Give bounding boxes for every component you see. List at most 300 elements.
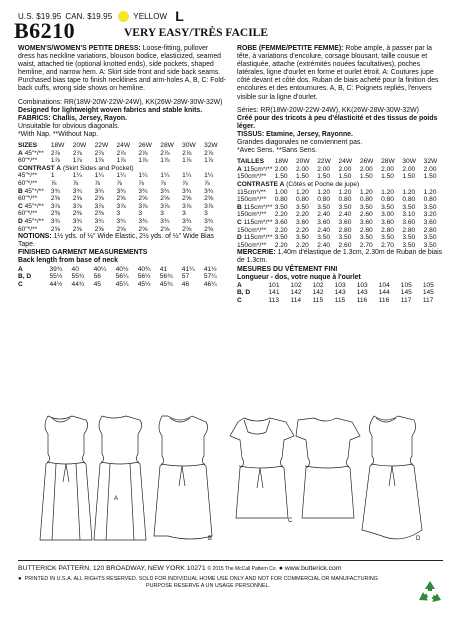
table-cell: 3¾ xyxy=(72,187,82,195)
table-cell: 45½ xyxy=(137,280,151,288)
view-letter: D xyxy=(18,217,23,225)
table-cell: 2⅞ xyxy=(160,149,170,157)
row-label xyxy=(237,297,269,305)
table-cell: 2⅞ xyxy=(204,149,214,157)
table-cell: 1.50 xyxy=(423,173,437,181)
table-cell: 142 xyxy=(290,289,302,297)
row-label xyxy=(237,158,275,166)
table-cell: 28W xyxy=(381,158,395,166)
table-cell: 41 xyxy=(159,265,168,273)
table-cell: 46¼ xyxy=(203,280,217,288)
intro-paragraph xyxy=(18,45,226,94)
table-cell: 105 xyxy=(400,281,412,289)
fabric-width: 60"*/** xyxy=(18,157,38,165)
table-cell: 1.20 xyxy=(402,188,416,196)
row-label xyxy=(18,266,50,274)
french-column xyxy=(237,45,445,305)
fabric-width: 115cm*/** xyxy=(241,203,273,211)
fabric-width: 115cm*/** xyxy=(241,218,273,226)
section-title: CONTRASTE A xyxy=(237,181,285,188)
company-address: BUTTERICK PATTERN, 120 BROADWAY, NEW YORK 10271 xyxy=(18,565,206,572)
row-label xyxy=(18,157,51,165)
fabric-width: 45"*/** xyxy=(18,172,38,180)
table-cell: 2⅝ xyxy=(72,195,82,203)
table-row xyxy=(237,204,445,212)
intro-text: Robe ample, à passer par la tête, à variations d'encolure, corsage blousant, taille cousue et élastiquée, attache (extrémités nouées facultatives), poches latérales, ligne d'ourlet en forme et ourlet étroit. A: Coutures jupe côté devant et côté dos. Ruban de biais acheté pour la finition des encolures et des entournures. A, B, C: Poignets repliés, l'envers visible sur la ligne d'ourlet. xyxy=(237,45,439,101)
intro-paragraph xyxy=(237,45,445,102)
contrast-header-row xyxy=(237,181,445,189)
table-cell: 3.50 xyxy=(423,241,437,249)
fabric-width: 150cm*/** xyxy=(237,196,267,204)
fabric-width: 150cm*/** xyxy=(237,173,267,181)
table-cell: ⅞ xyxy=(182,180,188,187)
view-d-label: D xyxy=(416,536,421,542)
table-cell: 117 xyxy=(422,296,434,304)
table-cell: 2.00 xyxy=(317,165,331,173)
table-cell: 3 xyxy=(182,210,186,218)
table-cell: 114 xyxy=(290,296,302,304)
table-cell: 3.50 xyxy=(338,234,352,242)
table-row xyxy=(237,189,445,197)
footer-divider xyxy=(18,560,443,561)
table-cell: 44¾ xyxy=(71,280,85,288)
table-cell: 2.00 xyxy=(274,165,288,173)
table-cell: 3¾ xyxy=(72,217,82,225)
bullet-icon: ● xyxy=(278,565,283,572)
nap-note: *With Nap. **Without Nap. xyxy=(18,130,99,138)
table-cell: 0.80 xyxy=(381,196,394,204)
table-cell: 1⅞ xyxy=(138,157,148,165)
table-cell: 1⅞ xyxy=(204,157,214,165)
table-cell: 2.20 xyxy=(274,241,288,249)
table-cell: 3.50 xyxy=(359,203,373,211)
table-cell: 3.50 xyxy=(295,203,309,211)
table-cell: 1¼ xyxy=(116,172,126,180)
table-cell: 3.50 xyxy=(423,203,437,211)
table-cell: 115 xyxy=(334,296,346,304)
table-cell: 2⅞ xyxy=(182,149,192,157)
table-row xyxy=(18,195,226,203)
notions xyxy=(237,249,445,265)
unsuitable: Unsuitable for obvious diagonals. xyxy=(18,122,120,130)
table-cell: 2⅝ xyxy=(160,195,170,203)
table-cell: 57¼ xyxy=(203,273,217,281)
table-cell: 105 xyxy=(422,281,434,289)
table-cell: 40 xyxy=(71,265,79,273)
table-cell: 2.70 xyxy=(359,241,373,249)
row-label xyxy=(18,195,51,203)
row-label xyxy=(18,203,51,211)
fabric-width: 115cm*/** xyxy=(241,234,273,242)
view-c-drawing xyxy=(230,418,360,524)
table-cell: 2⅝ xyxy=(138,195,148,203)
combinations: Combinations: RR(18W-20W-22W-24W), KK(26W-28W-30W-32W) xyxy=(18,98,223,106)
table-cell: 2.60 xyxy=(359,211,373,219)
table-cell: 3.50 xyxy=(423,234,437,242)
unsuitable: Grandes diagonales ne conviennent pas. xyxy=(237,139,363,147)
table-cell: 2.80 xyxy=(359,226,373,234)
footer xyxy=(18,565,448,589)
table-cell: 2.20 xyxy=(295,226,309,234)
measurement-table xyxy=(18,266,226,289)
row-label xyxy=(237,219,275,227)
yardage-table xyxy=(18,142,226,233)
table-row xyxy=(18,273,226,281)
table-row xyxy=(18,281,226,289)
difficulty-label: VERY EASY/TRÈS FACILE xyxy=(124,27,269,39)
table-cell: 0.80 xyxy=(317,196,331,204)
view-letter: A xyxy=(18,149,23,157)
table-cell: 3 xyxy=(138,210,143,218)
table-cell: 30W xyxy=(182,142,196,150)
table-cell: 142 xyxy=(312,289,324,297)
size-letter: L xyxy=(175,8,184,24)
contrast-header-row xyxy=(18,165,226,173)
notions-text: 1½ yds. of ½" Wide Elastic, 2½ yds. of ½" Wide Bias Tape. xyxy=(18,233,214,249)
table-cell: 3⅞ xyxy=(72,202,82,210)
table-row xyxy=(18,266,226,274)
view-letter: D xyxy=(237,234,242,242)
notions xyxy=(18,233,226,249)
row-label xyxy=(237,289,269,297)
table-cell: ⅞ xyxy=(50,180,57,187)
finished-label: MESURES DU VÊTEMENT FINI xyxy=(237,265,338,273)
table-cell: 2⅞ xyxy=(72,149,82,157)
legal-notice xyxy=(18,575,448,583)
table-row xyxy=(18,150,226,158)
table-cell: ⅞ xyxy=(116,180,122,187)
table-cell: 2.20 xyxy=(295,211,309,219)
table-cell: 2⅞ xyxy=(116,149,126,157)
table-cell: 3⅞ xyxy=(160,202,170,210)
table-cell: 3.50 xyxy=(295,234,309,242)
table-cell: 2.00 xyxy=(402,165,416,173)
table-row xyxy=(18,180,226,188)
table-row xyxy=(18,157,226,165)
table-cell: 55¾ xyxy=(71,273,85,281)
view-letter: C xyxy=(237,218,242,226)
row-label xyxy=(237,211,275,219)
table-cell: 116 xyxy=(356,296,368,304)
table-cell: 56¼ xyxy=(115,273,129,281)
view-letter: A xyxy=(237,165,242,173)
table-cell: 0.80 xyxy=(338,196,352,204)
table-cell: 2⅝ xyxy=(204,195,214,203)
table-cell: 2⅝ xyxy=(50,195,60,203)
table-cell: 1.20 xyxy=(295,188,309,196)
table-cell: 2.00 xyxy=(381,165,394,173)
measurement-table xyxy=(237,282,445,305)
table-cell: 18W xyxy=(274,158,289,166)
table-row xyxy=(18,210,226,218)
table-cell: 1 xyxy=(50,172,55,180)
table-cell: 20W xyxy=(295,158,310,166)
fabrics xyxy=(18,115,226,123)
row-label xyxy=(18,210,51,218)
row-label xyxy=(237,282,269,290)
table-cell: 1.20 xyxy=(423,188,437,196)
table-row xyxy=(237,166,445,174)
table-cell: 2.80 xyxy=(423,226,437,234)
table-cell: 1.20 xyxy=(359,188,373,196)
table-cell: ⅞ xyxy=(72,180,79,187)
view-letter: TAILLES xyxy=(237,158,264,166)
table-cell: 3⅞ xyxy=(204,202,214,210)
section-label xyxy=(237,181,445,189)
notions-text: 1.40m d'élastique de 1.3cm, 2.30m de Ruban de biais de 1.3cm. xyxy=(237,249,443,265)
table-cell: 3.50 xyxy=(381,234,394,242)
table-cell: 40¼ xyxy=(93,265,107,273)
back-length-label: Back length from base of neck xyxy=(18,257,118,265)
table-cell: 3.50 xyxy=(317,203,331,211)
table-cell: 2⅜ xyxy=(50,210,60,218)
table-cell: 45¾ xyxy=(159,280,173,288)
fabric-width: 60"*/** xyxy=(18,225,38,233)
table-cell: 2.40 xyxy=(317,226,331,234)
fabric-width: 60"*/** xyxy=(18,180,38,187)
fabric-width: 45"*/** xyxy=(22,217,44,225)
table-cell: 3.50 xyxy=(402,203,416,211)
row-label xyxy=(18,188,51,196)
table-cell: 115 xyxy=(312,296,324,304)
table-cell: 24W xyxy=(338,158,353,166)
table-cell: 2.00 xyxy=(359,165,373,173)
table-cell: 3¾ xyxy=(94,187,104,195)
table-cell: 56¾ xyxy=(159,273,173,281)
table-cell: 3.50 xyxy=(402,234,416,242)
row-label xyxy=(237,166,275,174)
table-cell: 117 xyxy=(400,296,412,304)
fabric-width: 60"*/** xyxy=(18,210,38,218)
view-letter: B xyxy=(237,203,242,211)
english-column xyxy=(18,45,226,288)
table-cell: 1⅞ xyxy=(116,157,126,165)
table-cell: 3.60 xyxy=(274,218,288,226)
table-cell: 56 xyxy=(93,273,101,281)
table-cell: 1.20 xyxy=(317,188,331,196)
table-cell: 40½ xyxy=(115,265,129,273)
table-cell: ⅞ xyxy=(204,180,210,187)
table-cell: 55½ xyxy=(49,273,63,281)
table-cell: ⅞ xyxy=(160,180,166,187)
pattern-number: B6210 xyxy=(14,18,76,43)
view-a-label: A xyxy=(114,496,119,502)
table-cell: 41½ xyxy=(203,265,217,273)
table-cell: 2.70 xyxy=(381,241,394,249)
table-cell: ⅞ xyxy=(94,180,101,187)
fabrics xyxy=(237,131,445,139)
table-cell: 2⅝ xyxy=(182,225,192,233)
table-cell: 41¼ xyxy=(181,265,195,273)
table-row xyxy=(237,173,445,181)
table-cell: 3¾ xyxy=(182,217,192,225)
table-cell: 1.20 xyxy=(381,188,394,196)
table-cell: 40¾ xyxy=(137,265,151,273)
table-cell: 45¼ xyxy=(115,280,129,288)
table-cell: 3.50 xyxy=(317,234,331,242)
table-cell: 143 xyxy=(334,289,346,297)
table-cell: 1¼ xyxy=(138,172,148,180)
table-cell: 1.50 xyxy=(381,173,394,181)
row-label xyxy=(237,242,275,250)
table-cell: 3.00 xyxy=(381,211,394,219)
row-label xyxy=(18,273,50,281)
table-row xyxy=(237,196,445,204)
fabrics-text: TISSUS: Etamine, Jersey, Rayonne. xyxy=(237,130,353,138)
recycle-icon xyxy=(415,578,445,608)
row-label xyxy=(18,281,50,289)
view-d-drawing xyxy=(362,416,422,542)
table-cell: 2⅜ xyxy=(94,210,104,218)
table-cell: 1.50 xyxy=(338,173,352,181)
table-row xyxy=(18,172,226,180)
table-cell: 56½ xyxy=(137,273,151,281)
table-cell: 46 xyxy=(181,280,190,288)
table-cell: 2.80 xyxy=(381,226,394,234)
table-cell: 3.60 xyxy=(381,218,394,226)
table-cell: 2.00 xyxy=(338,165,352,173)
table-cell: 2⅞ xyxy=(50,149,60,157)
section-label xyxy=(18,165,226,173)
table-cell: 3⅞ xyxy=(182,202,192,210)
website-link[interactable]: www.butterick.com xyxy=(284,565,342,572)
table-cell: 2.60 xyxy=(338,241,352,249)
view-letter: C xyxy=(237,296,242,304)
view-b-label: B xyxy=(208,536,213,542)
row-label xyxy=(18,172,51,180)
table-cell: 28W xyxy=(160,142,174,150)
table-cell: 3.10 xyxy=(402,211,416,219)
size-header-row xyxy=(237,158,445,166)
table-row xyxy=(237,219,445,227)
table-cell: 2⅝ xyxy=(94,195,104,203)
fabric-width: 115cm*/** xyxy=(237,188,266,196)
fabric-width: 45"*/** xyxy=(22,187,44,195)
table-cell: 3.60 xyxy=(295,218,309,226)
table-cell: 2.80 xyxy=(402,226,416,234)
back-length-label: Longueur - dos, votre nuque à l'ourlet xyxy=(237,273,361,281)
table-cell: 145 xyxy=(400,289,412,297)
table-cell: 20W xyxy=(72,142,87,150)
table-cell: 3¾ xyxy=(160,187,170,195)
price-can: CAN. $19.95 xyxy=(65,11,113,21)
view-letter: B xyxy=(18,187,23,195)
copyright: © 2015 The McCall Pattern Co. xyxy=(207,566,277,572)
row-label xyxy=(237,189,275,197)
table-cell: 1¼ xyxy=(160,172,170,180)
table-cell: 1.00 xyxy=(274,188,288,196)
table-cell: 3 xyxy=(160,210,164,218)
fabric-width: 60"*/** xyxy=(18,195,38,203)
table-cell: 2⅜ xyxy=(72,210,82,218)
view-letter: C xyxy=(18,280,23,288)
row-label xyxy=(237,227,275,235)
table-row xyxy=(18,188,226,196)
intro-text: Loose-fitting, pullover dress has neckline variations, blouson bodice, elasticized, seamed waist, attached tie (optional knotted ends), side pockets, shaped hemline, and narrow hem. A: Skirt side front and side back seams. Purchased bias tape to finish necklines and arm-holes A, B, C: Fold-back cuffs, wrong side shows on hemline. xyxy=(18,45,226,93)
table-cell: 3 xyxy=(116,210,121,218)
table-row xyxy=(18,203,226,211)
table-row xyxy=(18,218,226,226)
table-cell: 1⅞ xyxy=(50,157,60,165)
table-cell: 2⅝ xyxy=(50,225,60,233)
table-cell: 45 xyxy=(93,280,101,288)
table-cell: 141 xyxy=(268,289,280,297)
table-cell: 39¾ xyxy=(49,265,63,273)
table-cell: 2⅞ xyxy=(138,149,148,157)
table-cell: 2.20 xyxy=(295,241,309,249)
row-label xyxy=(237,196,275,204)
table-cell: 57 xyxy=(181,273,190,281)
fabric-width: 115cm*/** xyxy=(241,165,273,173)
table-cell: 1⅞ xyxy=(160,157,170,165)
table-cell: 2⅝ xyxy=(204,225,214,233)
table-cell: 1.50 xyxy=(295,173,309,181)
row-label xyxy=(18,150,51,158)
fabric-width: 45"*/** xyxy=(22,149,44,157)
view-letter: A xyxy=(18,265,23,273)
table-cell: 2⅝ xyxy=(116,195,126,203)
purpose-note: PURPOSE RESERVE A UN USAGE PERSONNEL. xyxy=(146,583,270,589)
table-cell: 32W xyxy=(204,142,218,150)
table-cell: 102 xyxy=(290,281,302,289)
row-label xyxy=(237,204,275,212)
table-row xyxy=(237,282,445,290)
section-note: (Côtés et Poche de jupe) xyxy=(284,181,360,188)
table-cell: 3⅞ xyxy=(50,202,60,210)
yardage-table xyxy=(237,158,445,249)
table-cell: 2⅝ xyxy=(160,225,170,233)
view-b-drawing xyxy=(154,416,212,542)
table-cell: 30W xyxy=(402,158,416,166)
table-cell: 3.60 xyxy=(338,218,352,226)
fabric-width: 150cm*/** xyxy=(237,226,267,234)
table-cell: 3.50 xyxy=(381,203,394,211)
table-cell: 2.40 xyxy=(317,211,331,219)
view-c-label: C xyxy=(288,518,293,524)
table-cell: 3¾ xyxy=(138,187,148,195)
table-cell: 0.80 xyxy=(423,196,437,204)
table-cell: 1⅞ xyxy=(182,157,192,165)
table-cell: 3.20 xyxy=(423,211,437,219)
table-cell: 0.80 xyxy=(295,196,309,204)
table-cell: 3¾ xyxy=(138,217,148,225)
view-a-drawing xyxy=(40,416,146,540)
table-cell: 113 xyxy=(268,296,280,304)
table-cell: 1¼ xyxy=(182,172,192,180)
table-cell: 1.50 xyxy=(402,173,416,181)
view-letter: C xyxy=(18,202,23,210)
table-cell: 102 xyxy=(312,281,324,289)
table-cell: 3⅞ xyxy=(138,202,148,210)
table-cell: 116 xyxy=(378,296,390,304)
table-cell: ⅞ xyxy=(138,180,144,187)
view-letter: B, D xyxy=(237,289,251,297)
finished-label: FINISHED GARMENT MEASUREMENTS xyxy=(18,249,148,257)
row-label xyxy=(237,173,275,181)
table-cell: 3¾ xyxy=(182,187,192,195)
table-cell: 3⅞ xyxy=(94,202,104,210)
row-label xyxy=(18,142,51,150)
table-cell: 2.40 xyxy=(338,211,352,219)
row-label xyxy=(18,180,51,188)
table-cell: 143 xyxy=(356,289,368,297)
size-header-row xyxy=(18,142,226,150)
table-cell: 3.50 xyxy=(274,234,288,242)
fabric-width: 45"*/** xyxy=(22,202,44,210)
table-cell: 2⅝ xyxy=(94,225,104,233)
table-cell: 26W xyxy=(359,158,374,166)
table-cell: 3.50 xyxy=(402,241,416,249)
